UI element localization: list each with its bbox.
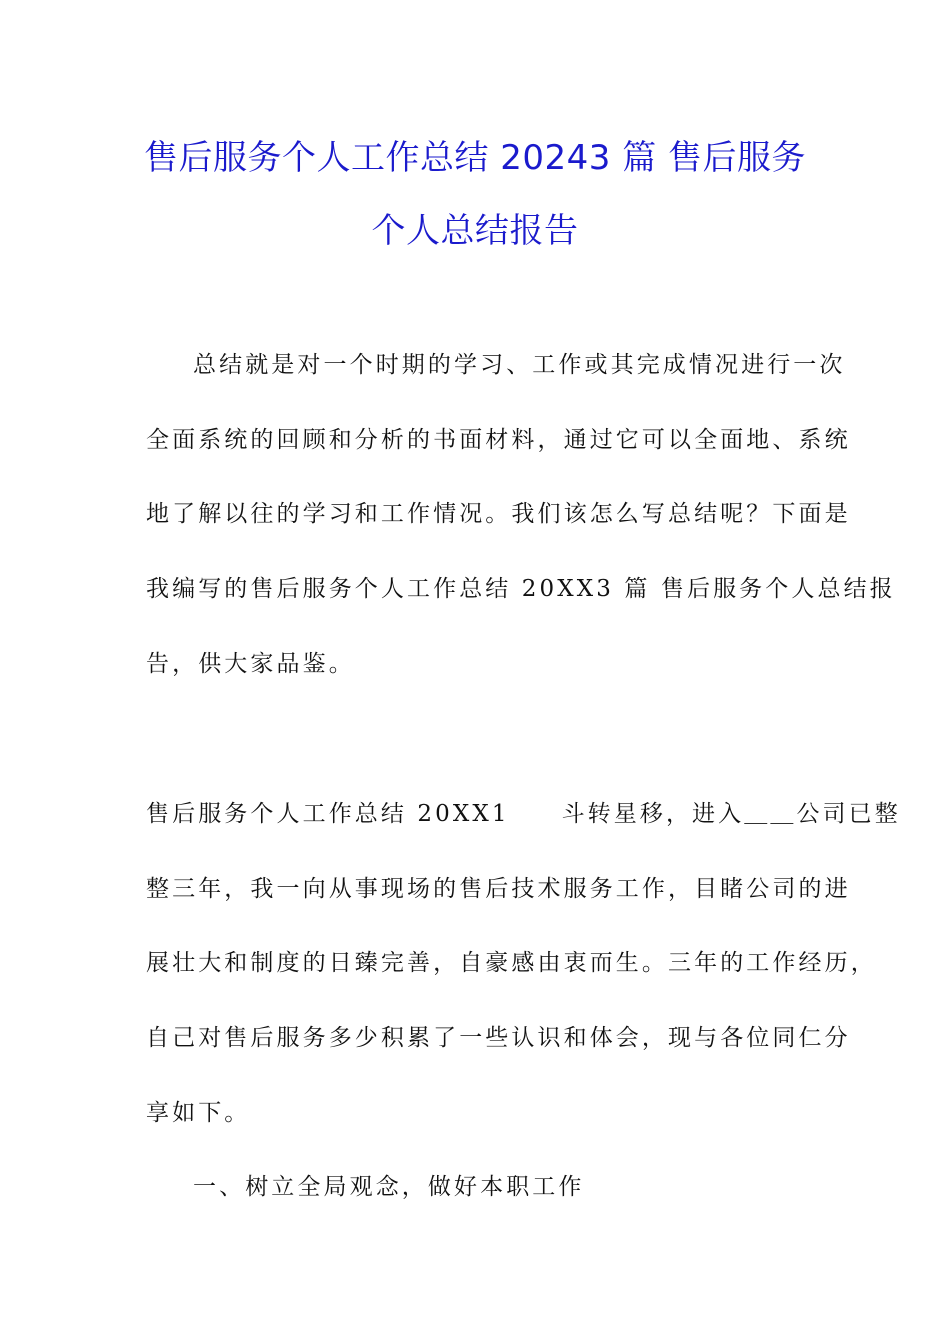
section-1-paragraph-line: 享如下。 <box>146 1100 251 1126</box>
intro-paragraph-line: 告，供大家品鉴。 <box>146 651 355 677</box>
document-title-line-1: 售后服务个人工作总结 20243 篇 售后服务 <box>143 138 807 178</box>
section-1-paragraph-line: 整三年，我一向从事现场的售后技术服务工作，目睹公司的进 <box>146 876 851 902</box>
intro-paragraph-line: 总结就是对一个时期的学习、工作或其完成情况进行一次 <box>193 352 846 378</box>
intro-paragraph-line: 地了解以往的学习和工作情况。我们该怎么写总结呢？下面是 <box>146 501 851 527</box>
section-1-paragraph-line: 斗转星移，进入＿＿公司已整 <box>561 801 901 827</box>
section-1-heading: 售后服务个人工作总结 20XX1 <box>146 801 510 827</box>
document-title-line-2: 个人总结报告 <box>371 211 579 251</box>
section-1-paragraph-line: 自己对售后服务多少积累了一些认识和体会，现与各位同仁分 <box>146 1025 851 1051</box>
subheading-1: 一、树立全局观念，做好本职工作 <box>193 1174 585 1200</box>
intro-paragraph-line: 全面系统的回顾和分析的书面材料，通过它可以全面地、系统 <box>146 427 851 453</box>
intro-paragraph-line: 我编写的售后服务个人工作总结 20XX3 篇 售后服务个人总结报 <box>146 576 896 602</box>
section-1-first-line <box>146 795 901 828</box>
section-1-paragraph-line: 展壮大和制度的日臻完善，自豪感由衷而生。三年的工作经历， <box>146 950 877 976</box>
